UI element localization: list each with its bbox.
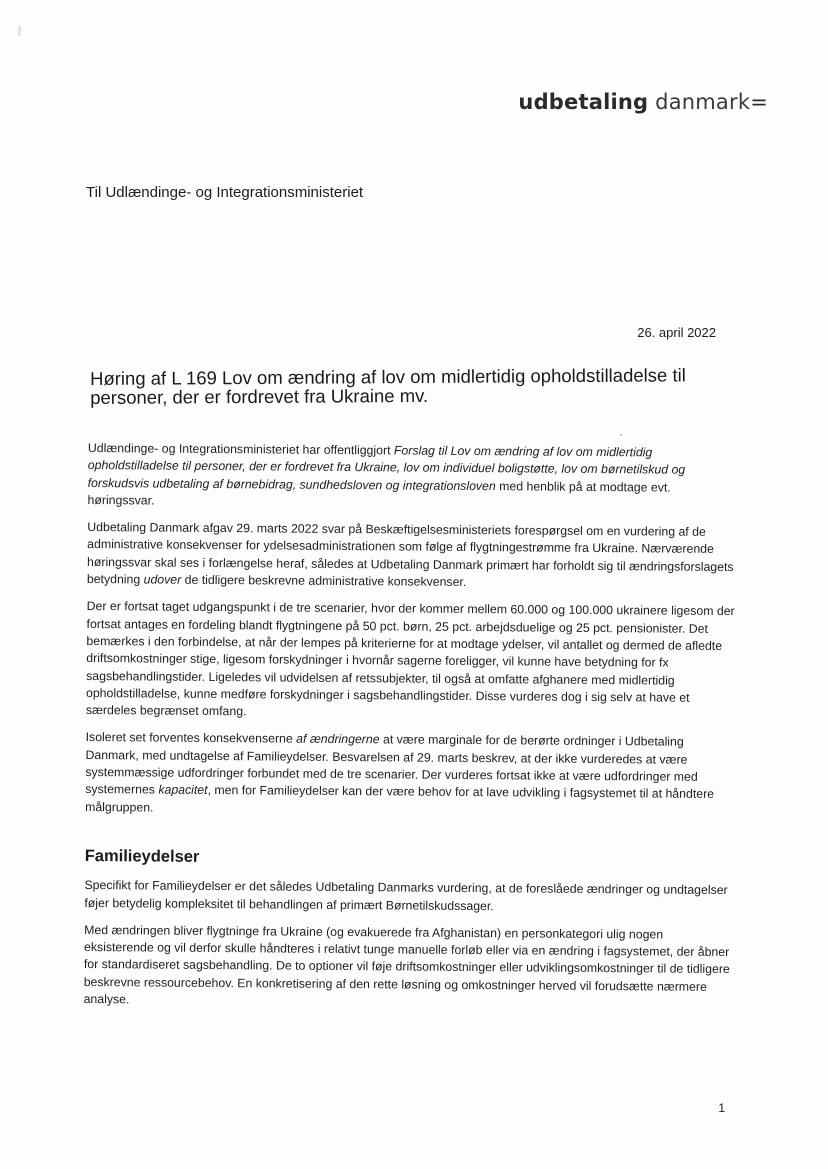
paragraph-2-emphasis: udover — [143, 572, 182, 587]
logo-mark: = — [750, 90, 768, 114]
page-number: 1 — [718, 1101, 725, 1115]
paragraph-6: Med ændringen bliver flygtninge fra Ukraine (og evakuerede fra Afghanistan) en personkategori ulig nogen eksisterende og vil derfor skulle håndteres i relativt tunge manuelle forløb eller via en ændring i fagsystemet, der åbner for standardiseret sagsbehandling. De to optioner vil føje driftsomkostninger eller udviklingsomkostninger til de tidligere beskrevne ressourcebehov. En konkretisering af den rette løsning og omkostninger herved vil forudsætte nærmere analyse. — [83, 922, 730, 1007]
document-body — [83, 440, 736, 1023]
paragraph-1-law-title: Forslag til Lov om ændring af lov om midlertidig opholdstilladelse til personer, der er fordrevet fra Ukraine, lov om individuel boligstøtte, lov om børnetilskud og forskudsvis udbetaling af børnebidrag, sundhedsloven og integrationsloven — [87, 443, 686, 493]
logo-bold-text: udbetaling — [518, 90, 649, 114]
paragraph-4-text-c: at være marginale for de berørte ordninger i Udbetaling Danmark, med undtagelse af Familieydelser. Besvarelsen af 29. marts beskrev, at der ikke vurderedes at være systemmæssige udfordringer forbundet med de tre scenarier. Der vurderes fortsat ikke at være udfordringer med systemernes — [85, 732, 698, 797]
addressee: Til Udlændinge- og Integrationsministeriet — [86, 184, 364, 201]
paragraph-4-emphasis-2: kapacitet — [158, 782, 208, 798]
scan-speck — [18, 26, 21, 36]
scan-speck — [620, 434, 622, 436]
paragraph-4-text-a: Isoleret set forventes konsekvenserne — [85, 730, 297, 747]
letter-date: 26. april 2022 — [637, 325, 716, 340]
paragraph-2-text-c: de tidligere beskrevne administrative konsekvenser. — [181, 572, 467, 590]
paragraph-5: Specifikt for Familieydelser er det således Udbetaling Danmarks vurdering, at de foreslåede ændringer og undtagelser føjer betydelig kompleksitet til behandlingen af primært Børnetilskudssager. — [84, 878, 728, 913]
paragraph-1-text-c: med henblik på at modtage evt. høringssvar. — [87, 478, 671, 508]
paragraph-2-text-a: Udbetaling Danmark afgav 29. marts 2022 svar på Beskæftigelsesministeriets forespørgsel om en vurdering af de administrative konsekvenser for ydelsesadministrationen som følge af flygtningestrømme fra Ukraine. Nærværende høringssvar skal ses i forlængelse heraf, således at Udbetaling Danmark primært har forholdt sig til ændringsforslagets betydning — [86, 520, 734, 587]
paragraph-1-text-a: Udlændinge- og Integrationsministeriet har offentliggjort — [87, 440, 394, 458]
paragraph-4 — [85, 729, 734, 821]
logo-light-text: danmark — [655, 90, 751, 114]
paragraph-1 — [87, 440, 736, 514]
document-title: Høring af L 169 Lov om ændring af lov om midlertidig opholdstilladelse til personer, der er fordrevet fra Ukraine mv. — [89, 364, 686, 408]
paragraph-4-emphasis-1: af ændringerne — [296, 732, 380, 747]
paragraph-3: Der er fortsat taget udgangspunkt i de tre scenarier, hvor der kommer mellem 60.000 og 100.000 ukrainere ligesom der fortsat antages en fordeling blandt flygtningene på 50 pct. børn, 25 pct. arbejdsduelige og 25 pct. pensionister. Det bemærkes i den forbindelse, at når der lempes på kriterierne for at modtage ydelser, vil antallet og dermed de afledte driftsomkostninger stige, ligesom forskydninger i hvornår sagerne foreligger, vil kunne have betydning for fx sagsbehandlingstider. Ligeledes vil udvidelsen af retssubjekter, til også at omfatte afghanere med midlertidig opholdstilladelse, kunne medføre forskydninger i sagsbehandlingstider. Disse vurderes dog i sig selv at have et særdeles begrænset omfang. — [85, 599, 735, 719]
udbetaling-danmark-logo — [518, 90, 768, 114]
paragraph-2 — [87, 519, 736, 593]
section-heading-familieydelser: Familieydelser — [84, 846, 200, 866]
paragraph-4-text-e: , men for Familieydelser kan der være behov for at lave udvikling i fagsystemet til at håndtere målgruppen. — [85, 783, 715, 815]
